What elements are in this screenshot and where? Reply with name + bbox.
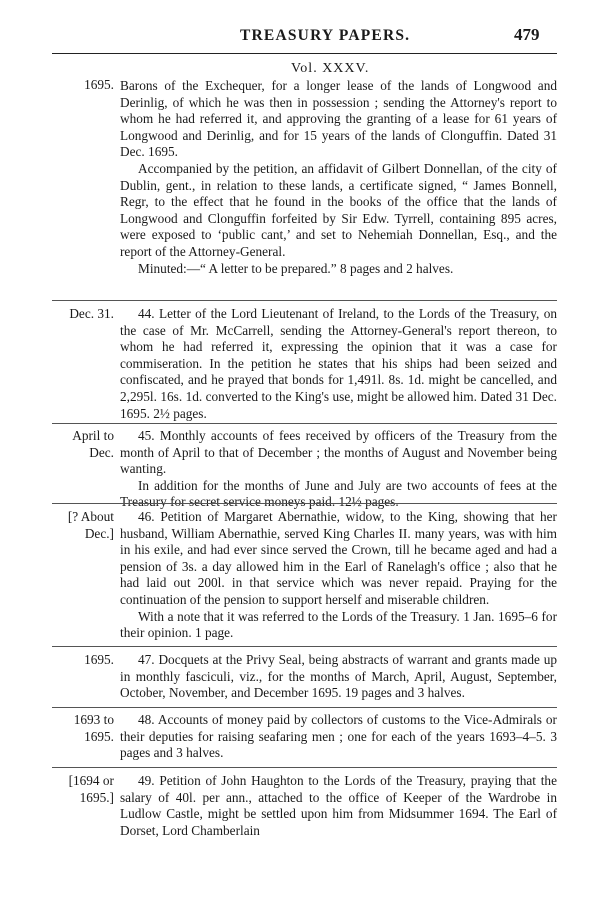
entry-separator <box>52 300 557 301</box>
running-head: TREASURY PAPERS. <box>240 27 411 44</box>
entry-separator <box>52 707 557 708</box>
entry-paragraph: 47. Docquets at the Privy Seal, being abstracts of warrant and grants made up in monthly fasciculi, viz., for the months of March, April, August, September, October, November, and December 1695. 19 pages and 3 halves. <box>120 652 557 701</box>
entry-separator <box>52 767 557 768</box>
entry-date: [1694 or 1695.] <box>68 773 114 805</box>
entry-separator <box>52 646 557 647</box>
entry-separator <box>52 503 557 504</box>
header-rule <box>52 53 557 54</box>
entry-date: 1695. <box>84 77 114 92</box>
entry-text <box>120 428 557 511</box>
entry-paragraph: 46. Petition of Margaret Abernathie, widow, to the King, showing that her husband, William Abernathie, served King Charles II. many years, was with him in his exile, and had ever since served the Crown, till he became aged and had a pension of 3s. a day allowed him in the Earl of Ranelagh's office ; also that he had laid out 200l. in that service which was never repaid. Praying for the continuation of the pension to support herself and miserable children. <box>120 509 557 607</box>
entry-date: 1693 to 1695. <box>73 712 114 744</box>
entry-text <box>120 78 557 277</box>
entry-text <box>120 306 557 422</box>
entry-text <box>120 509 557 642</box>
entry-date: [? About Dec.] <box>67 509 114 541</box>
entry-paragraph: 44. Letter of the Lord Lieutenant of Ireland, to the Lords of the Treasury, on the case of Mr. McCarrell, sending the Attorney-General's report thereon, to whom he had referred it, expressing the opinion that it was a case for commiseration. In the petition he states that his ships had been seized and confiscated, and he prayed that bonds for 1,491l. 8s. 1d. might be cancelled, and 2,295l. 16s. 1d. converted to the King's use, might be allowed him. Dated 31 Dec. 1695. 2½ pages. <box>120 306 557 421</box>
entry-text <box>120 773 557 839</box>
entry-paragraph: Barons of the Exchequer, for a longer lease of the lands of Longwood and Derinlig, of which he was then in possession ; sending the Attorney's report to whom he had referred it, and approving the granting of a lease for 61 years of Longwood and Derinlig, and for 15 years of the lands of Clonguffin. Dated 31 Dec. 1695. <box>120 78 557 160</box>
page-number: 479 <box>514 25 540 44</box>
entry-paragraph: With a note that it was referred to the Lords of the Treasury. 1 Jan. 1695–6 for their opinion. 1 page. <box>120 608 557 641</box>
entry-text <box>120 652 557 702</box>
entry-paragraph: Minuted:—“ A letter to be prepared.” 8 pages and 2 halves. <box>138 260 454 276</box>
entry-paragraph: 45. Monthly accounts of fees received by officers of the Treasury from the month of April to that of December ; the months of August and November being wanting. <box>120 428 557 477</box>
entry-date: 1695. <box>84 652 114 667</box>
entry-date: Dec. 31. <box>69 306 114 321</box>
entry-date: April to Dec. <box>72 428 114 460</box>
entry-paragraph: In addition for the months of June and July are two accounts of fees at the Treasury for secret service moneys paid. 12½ pages. <box>120 477 557 510</box>
entry-paragraph: Accompanied by the petition, an affidavit of Gilbert Donnellan, of the city of Dublin, gent., in relation to these lands, a certificate signed, “ James Bonnell, Regr, to the effect that he found in the books of the office that the lands of Longwood and Clonguffin forfeited by Sir Edw. Tyrrell, containing 895 acres, were exposed to ‘public cant,’ and set to Nehemiah Donnellan, Esq., and the report of the Attorney-General. <box>120 160 557 259</box>
volume-heading: Vol. XXXV. <box>291 61 370 76</box>
entry-paragraph: 48. Accounts of money paid by collectors of customs to the Vice-Admirals or their deputies for raising seafaring men ; one for each of the years 1693–4–5. 3 pages and 3 halves. <box>120 712 557 761</box>
entry-separator <box>52 423 557 424</box>
entry-paragraph: 49. Petition of John Haughton to the Lords of the Treasury, praying that the salary of 40l. per ann., attached to the office of Keeper of the Wardrobe in Ludlow Castle, might be settled upon him from Midsummer 1694. The Earl of Dorset, Lord Chamberlain <box>120 773 557 838</box>
entry-text <box>120 712 557 762</box>
